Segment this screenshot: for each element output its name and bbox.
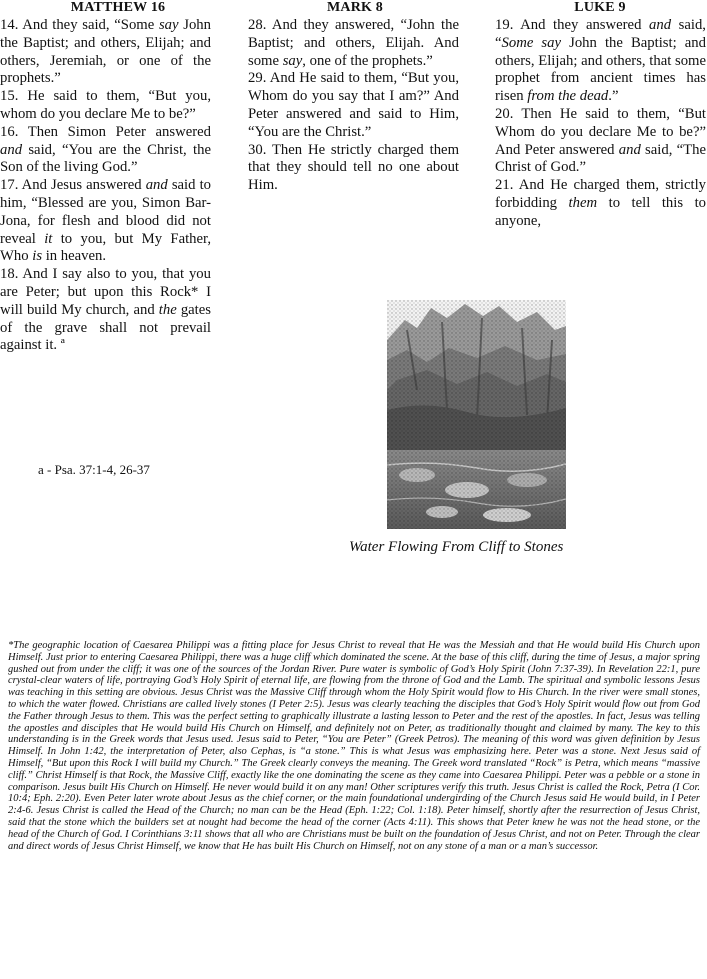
matthew-verse: 18. And I say also to you, that you are Peter; but upon this Rock* I will build My church, and the gates of the grave shall not prevail against it. ª (0, 266, 211, 354)
mark-column (248, 17, 459, 195)
matthew-column (0, 17, 211, 355)
matthew-header: MATTHEW 16 (70, 0, 166, 15)
italic-word: the (158, 301, 177, 318)
italic-word: from the dead (527, 88, 609, 105)
matthew-verse: 15. He said to them, “But you, whom do you declare Me to be?” (0, 88, 211, 122)
cliff-photo (387, 300, 566, 529)
italic-word: and (145, 177, 168, 194)
italic-word: and (649, 17, 672, 33)
photo-caption: Water Flowing From Cliff to Stones (349, 539, 564, 555)
italic-word: Some say (501, 34, 562, 51)
italic-word: is (32, 248, 43, 265)
matthew-verse: 14. And they said, “Some say John the Baptist; and others, Elijah; and others, Jeremiah, or one of the prophets.” (0, 17, 211, 87)
italic-word: it (44, 230, 53, 247)
italic-word: say (282, 52, 303, 69)
mark-header: MARK 8 (326, 0, 384, 15)
footnote-reference: a - Psa. 37:1-4, 26-37 (38, 462, 150, 477)
mark-verse: 29. And He said to them, “But you, Whom do you say that I am?” And Peter answered and said to Him, “You are the Christ.” (248, 70, 459, 140)
italic-word: and (0, 141, 23, 158)
luke-header: LUKE 9 (574, 0, 626, 15)
italic-word: and (618, 141, 641, 158)
luke-column (495, 17, 706, 231)
luke-verse: 19. And they answered and said, “Some say John the Baptist; and others, Elijah; and others, that some prophet from ancient times has risen from the dead.” (495, 17, 706, 105)
mark-verse: 28. And they answered, “John the Baptist; and others, Elijah. And some say, one of the prophets.” (248, 17, 459, 69)
explanatory-note: *The geographic location of Caesarea Philippi was a fitting place for Jesus Christ to reveal that He was the Messiah and that He would build His Church upon Himself. Just prior to entering Caesarea Philippi, there was a huge cliff which dominated the scene. At the base of this cliff, during the time of Jesus, a major spring gushed out from under the cliff; it was one of the sources of the Jordan River. Pure water is symbolic of God’s Holy Spirit (John 7:37-39). In Revelation 22:1, pure crystal-clear waters of life, portraying God’s Holy Spirit of eternal life, are flowing from the throne of God and the Lamb. The spiritual and symbolic lessons Jesus was teaching in this setting are obvious. Jesus Christ was the Massive Cliff through whom the Holy Spirit would flow to His Church. In the river were small stones, to which the water flowed. Christians are called lively stones (I Peter 2:5). Jesus was clearly teaching the disciples that God’s Holy Spirit would flow out from God the Father through Jesus to them. This was the perfect setting to graphically illustrate a lasting lesson to Peter and the rest of the apostles. In fact, Jesus was telling the apostles and disciples that He would build His Church on Himself, and definitely not on Peter, as traditionally thought and claimed by many. The key to this understanding is in the Greek words that Jesus used. Jesus said to Peter, “You are Peter” (Greek Petros). The meaning of this word was given definition by Jesus Himself. In John 1:42, the interpretation of Peter, also Cephas, is “a stone.” This is what Jesus was emphasizing here. Peter was a stone. Next Jesus said of Himself, “But upon this Rock I will build my Church.” The Greek clearly conveys the meaning. The Greek word translated “Rock” is Petra, which means “massive cliff.” Christ Himself is that Rock, the Massive Cliff, exactly like the one dominating the scene as they came into Caesarea Philippi. Peter was a pebble or a stone in comparison. Jesus built His Church on Himself. He never would build it on any man! Other scriptures verify this truth. Jesus Christ is called the Rock, Petra (I Cor. 10:4; Eph. 2:20). Even Peter later wrote about Jesus as the chief corner, or the main foundational undergirding of the Church Jesus said He would build, in I Peter 2:4-6. Jesus Christ is called the Head of the Church; no man can be the Head (Eph. 1:22; Col. 1:18). Peter himself, shortly after the resurrection of Jesus Christ, said that the stone which the builders set at nought had become the head of the corner (Acts 4:11). This shows that Peter knew he was not the head stone, or the head of the Church of God. I Corinthians 3:11 shows that all who are Christians must be built on the foundation of Jesus Christ, and not on Peter. Through the clear and direct words of Jesus Christ Himself, we know that He has built His Church on Himself, not on any stone of a man or a man’s successor. (8, 640, 700, 852)
italic-word: them (568, 194, 598, 211)
italic-word: say (158, 17, 179, 33)
luke-verse: 21. And He charged them, strictly forbidding them to tell this to anyone, (495, 177, 706, 229)
matthew-verse: 17. And Jesus answered and said to him, “Blessed are you, Simon Bar-Jona, for flesh and blood did not reveal it to you, but My Father, Who is in heaven. (0, 177, 212, 265)
matthew-verse: 16. Then Simon Peter answered and said, “You are the Christ, the Son of the living God.” (0, 123, 211, 176)
mark-verse: 30. Then He strictly charged them that they should tell no one about Him. (248, 141, 459, 194)
luke-verse: 20. Then He said to them, “But Whom do you declare Me to be?” And Peter answered and said, “The Christ of God.” (495, 105, 707, 176)
